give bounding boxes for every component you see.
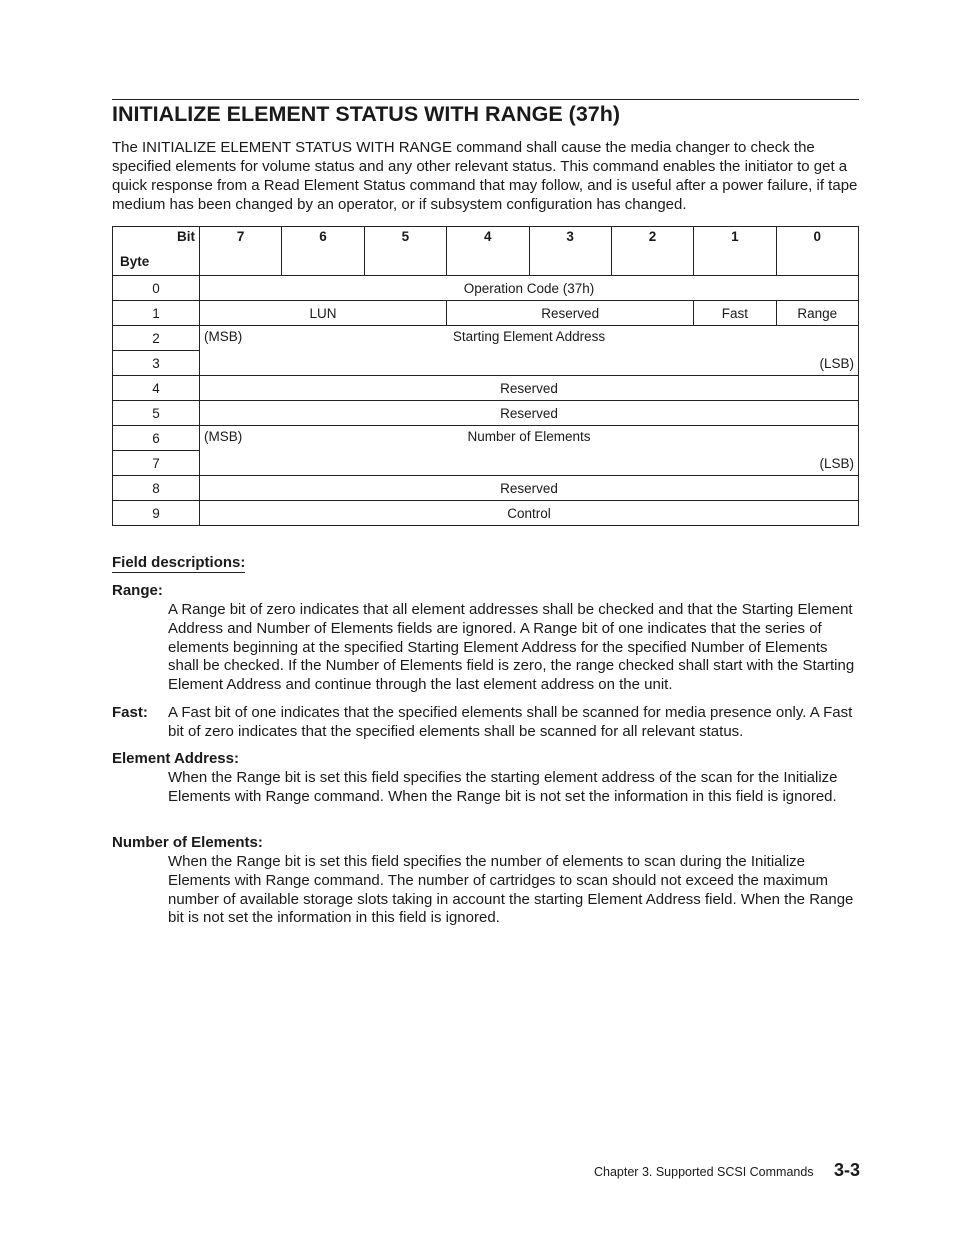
page-title: INITIALIZE ELEMENT STATUS WITH RANGE (37h) [112,102,621,126]
cdb-table [112,226,859,526]
byte-number: 4 [113,376,200,401]
bit-label: Bit [177,229,195,244]
bit-header: 2 [611,227,693,276]
bit-header: 7 [200,227,282,276]
reserved-field: Reserved [200,401,859,426]
byte-number: 3 [113,351,200,376]
fast-description: A Fast bit of one indicates that the specified elements shall be scanned for media presence only. A Fast bit of zero indicates that the specified elements shall be scanned for all relevant status. [168,704,853,740]
number-of-elements-field [200,426,859,476]
starting-element-address-field [200,326,859,376]
byte-number: 7 [113,451,200,476]
table-row [113,276,859,301]
msb-marker: (MSB) [204,329,243,344]
table-row [113,476,859,501]
reserved-field: Reserved [447,301,694,326]
table-row [113,326,859,351]
range-description: A Range bit of zero indicates that all element addresses shall be checked and that the Starting Element Address and Number of Elements fields are ignored. A Range bit of one indicates that the series of elements beginning at the specified Starting Element Address for the specified Number of Elements shall be checked. If the Number of Elements field is zero, the range checked shall start with the Starting Element Address and continue through the last element address on the unit. [168,601,855,694]
bit-header: 6 [282,227,364,276]
byte-number: 6 [113,426,200,451]
field-label: Number of Elements [467,429,591,444]
bit-header: 1 [694,227,776,276]
byte-number: 8 [113,476,200,501]
byte-number: 5 [113,401,200,426]
reserved-field: Reserved [200,376,859,401]
byte-number: 9 [113,501,200,526]
field-descriptions-heading: Field descriptions: [112,554,246,571]
number-of-elements-term: Number of Elements: [112,834,263,851]
footer-chapter: Chapter 3. Supported SCSI Commands [594,1165,814,1179]
lsb-marker: (LSB) [819,356,854,371]
lun-field: LUN [200,301,447,326]
table-row [113,426,859,451]
byte-label: Byte [120,254,150,269]
bit-header: 3 [529,227,611,276]
table-row [113,501,859,526]
range-field: Range [776,301,858,326]
bit-header: 0 [776,227,858,276]
bit-header: 5 [364,227,446,276]
control-field: Control [200,501,859,526]
lsb-marker: (LSB) [819,456,854,471]
table-row [113,401,859,426]
reserved-field: Reserved [200,476,859,501]
element-address-description: When the Range bit is set this field specifies the starting element address of the scan for the Initialize Elements with Range command. When the Range bit is not set the information in this field is ignored. [168,769,838,805]
table-row [113,301,859,326]
section-rule [112,99,859,100]
number-of-elements-description: When the Range bit is set this field specifies the number of elements to scan during the Initialize Elements with Range command. The number of cartridges to scan should not exceed the maximum number of available storage slots taking in account the starting Element Address field. When the Range bit is not set the information in this field is ignored. [168,853,854,927]
table-header-row [113,227,859,276]
page-number: 3-3 [834,1160,861,1180]
bit-header: 4 [447,227,529,276]
range-term: Range: [112,582,163,599]
byte-number: 2 [113,326,200,351]
fast-field: Fast [694,301,776,326]
byte-number: 0 [113,276,200,301]
opcode-field: Operation Code (37h) [200,276,859,301]
msb-marker: (MSB) [204,429,243,444]
intro-paragraph: The INITIALIZE ELEMENT STATUS WITH RANGE command shall cause the media changer to check the specified elements for volume status and any other relevant status. This command enables the initiator to get a quick response from a Read Element Status command that may follow, and is useful after a power failure, if tape medium has been changed by an operator, or if subsystem configuration has changed. [112,139,858,213]
table-row [113,376,859,401]
bit-byte-header [113,227,200,276]
field-label: Starting Element Address [452,329,606,344]
fast-term: Fast: [112,704,148,721]
byte-number: 1 [113,301,200,326]
element-address-term: Element Address: [112,750,239,767]
